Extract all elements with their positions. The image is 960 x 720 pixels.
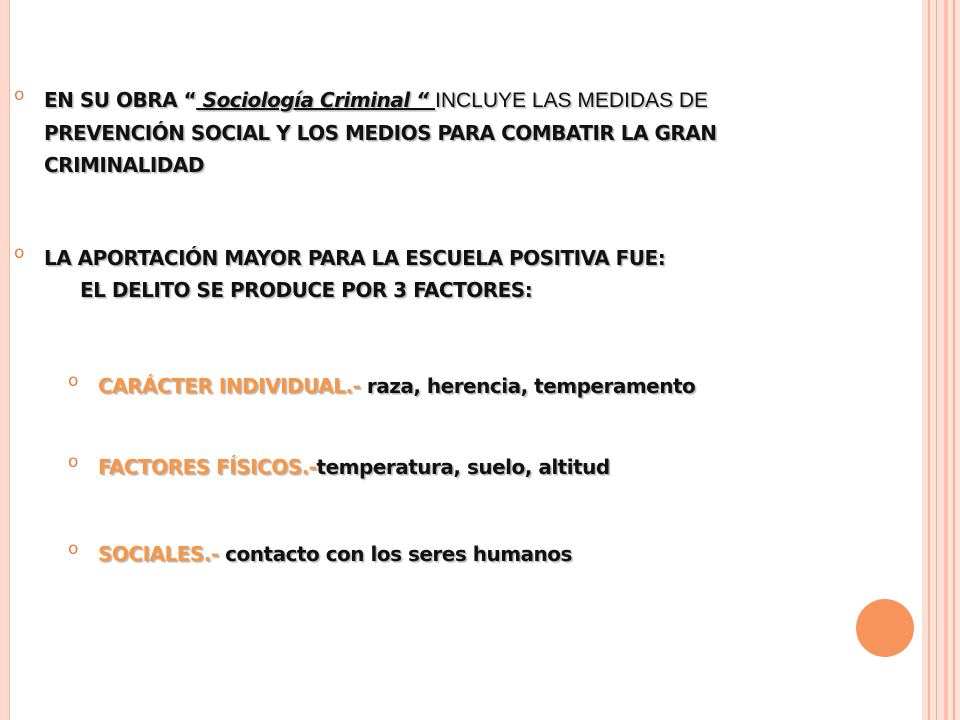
- factor-desc: temperatura, suelo, altitud: [316, 455, 610, 479]
- factor-item-individual: [68, 370, 695, 402]
- factor-text: [98, 451, 610, 483]
- factor-desc: contacto con los seres humanos: [218, 542, 572, 566]
- bullet-item-aportacion: [14, 242, 665, 306]
- obra-line-2: PREVENCIÓN SOCIAL Y LOS MEDIOS PARA COMBATIR LA GRAN: [44, 121, 717, 145]
- bullet-text: [44, 84, 717, 181]
- factor-label: FACTORES FÍSICOS.-: [98, 455, 317, 479]
- bullet-text: [44, 242, 665, 306]
- bullet-icon: o: [68, 371, 79, 391]
- obra-line-1: [44, 84, 717, 117]
- bullet-icon: o: [14, 85, 25, 105]
- bullet-icon: o: [68, 539, 79, 559]
- factor-text: [98, 538, 572, 570]
- obra-line-3: CRIMINALIDAD: [44, 153, 204, 177]
- factor-label: CARÁCTER INDIVIDUAL.-: [98, 374, 361, 398]
- aportacion-line-2-wrap: [44, 274, 665, 306]
- aportacion-line-1: LA APORTACIÓN MAYOR PARA LA ESCUELA POSITIVA FUE:: [44, 246, 666, 270]
- factor-label: SOCIALES.-: [98, 542, 219, 566]
- factor-desc: raza, herencia, temperamento: [360, 374, 696, 398]
- obra-title: Sociología Criminal “: [196, 88, 435, 112]
- bullet-item-obra: [14, 84, 717, 181]
- obra-rest: INCLUYE LAS MEDIDAS DE: [434, 89, 709, 112]
- bullet-icon: o: [68, 452, 79, 472]
- aportacion-line-2: EL DELITO SE PRODUCE POR 3 FACTORES:: [80, 278, 533, 302]
- factor-item-sociales: [68, 538, 572, 570]
- bullet-icon: o: [14, 243, 25, 263]
- factor-item-fisicos: [68, 451, 610, 483]
- factor-text: [98, 370, 695, 402]
- obra-lead: EN SU OBRA “: [44, 88, 197, 112]
